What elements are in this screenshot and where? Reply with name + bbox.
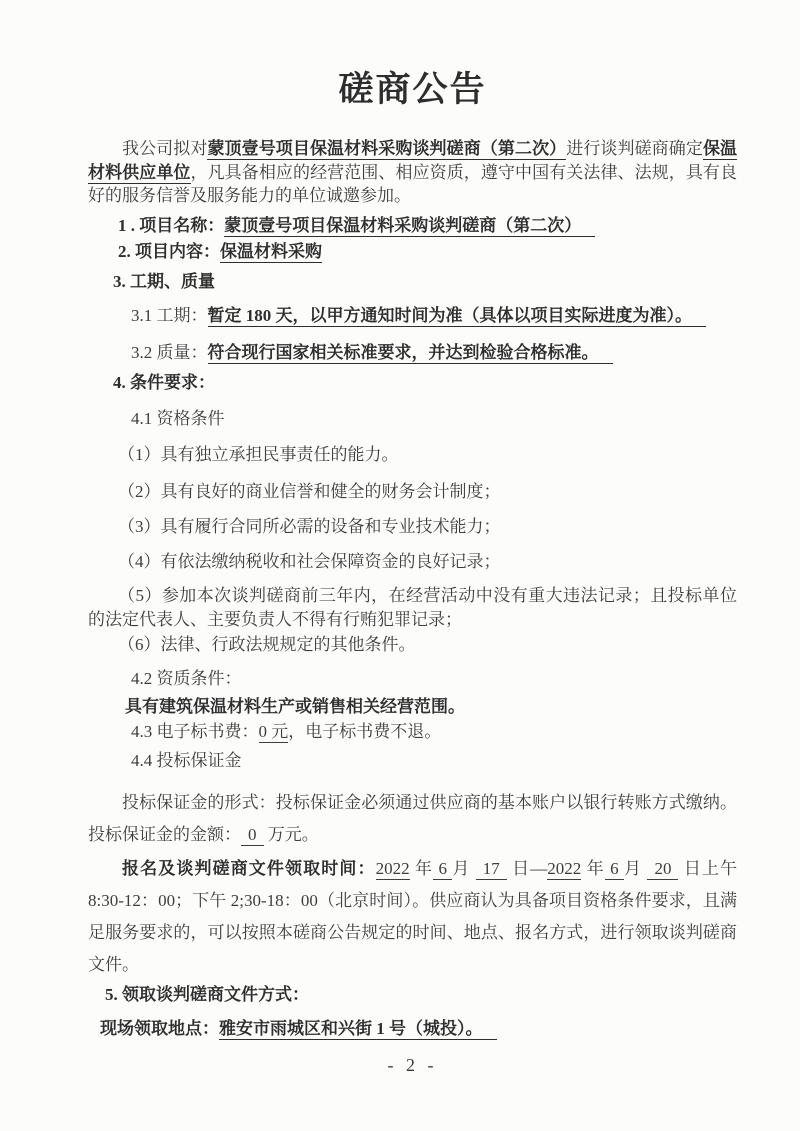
deposit-run-2: 万元。 bbox=[263, 825, 319, 844]
intro-run-2: 进行谈判磋商确定 bbox=[566, 139, 703, 158]
intro-paragraph bbox=[88, 137, 737, 208]
doc-title: 磋商公告 bbox=[338, 70, 487, 109]
aptitude-scope: 具有建筑保温材料生产或销售相关经营范围。 bbox=[125, 696, 465, 716]
registration-month-1: 6 bbox=[433, 858, 453, 878]
quality-value: 符合现行国家相关标准要求，并达到检验合格标准。 bbox=[208, 343, 613, 364]
deposit-run-1: 投标保证金的形式：投标保证金必须通过供应商的基本账户以银行转账方式缴纳。投标保证金的金额： bbox=[88, 792, 737, 844]
pickup-location-value: 雅安市雨城区和兴街 1 号（城投）。 bbox=[219, 1019, 497, 1040]
qualification-item: （6）法律、行政法规规定的其他条件。 bbox=[118, 634, 416, 654]
fee-label: 4.3 电子标书费： bbox=[131, 721, 259, 741]
quality-row bbox=[131, 341, 737, 365]
section-conditions-heading: 4. 条件要求： bbox=[113, 372, 215, 392]
qualification-item: （3）具有履行合同所必需的设备和专业技术能力； bbox=[118, 516, 501, 536]
pickup-method-heading: 5. 领取谈判磋商文件方式： bbox=[105, 984, 309, 1004]
project-name-row bbox=[118, 214, 737, 238]
intro-run-3: ，凡具备相应的经营范围、相应资质，遵守中国有关法律、法规，具有良好的服务信誉及服务能力的单位诚邀参加。 bbox=[88, 162, 738, 205]
duration-label: 3.1 工期： bbox=[131, 305, 208, 325]
registration-label: 报名及谈判磋商文件领取时间： bbox=[122, 858, 376, 878]
fee-row bbox=[131, 720, 737, 744]
registration-day-2: 20 bbox=[647, 859, 678, 880]
registration-month-2: 6 bbox=[604, 858, 624, 878]
registration-sep-3: 日— bbox=[506, 858, 548, 878]
deposit-heading: 4.4 投标保证金 bbox=[131, 750, 242, 770]
project-name-value: 蒙顶壹号项目保温材料采购谈判磋商（第二次） bbox=[224, 216, 595, 237]
deposit-amount: 0 bbox=[241, 825, 264, 846]
registration-year-1: 2022 bbox=[375, 858, 410, 878]
intro-project-name-underline: 蒙顶壹号项目保温材料采购谈判磋商（第二次） bbox=[207, 139, 567, 158]
quality-label: 3.2 质量： bbox=[131, 342, 208, 362]
registration-tail: 日上午 8:30-12：00；下午 2;30-18：00（北京时间）。供应商认为具备项目资格条件要求，且满足服务要求的，可以按照本磋商公告规定的时间、地点、报名方式，进行领取谈判磋商文件。 bbox=[88, 858, 738, 974]
registration-paragraph bbox=[88, 853, 737, 981]
registration-sep-1: 年 bbox=[409, 858, 434, 878]
intro-supplier-underline: 保温材料供应单位 bbox=[88, 139, 738, 182]
project-content-row bbox=[118, 240, 737, 264]
deposit-paragraph bbox=[88, 787, 737, 852]
intro-run-1: 我公司拟对 bbox=[122, 139, 208, 158]
qualification-heading: 4.1 资格条件 bbox=[131, 408, 225, 428]
registration-sep-5: 月 bbox=[624, 858, 648, 878]
registration-year-2: 2022 bbox=[547, 858, 582, 878]
aptitude-heading: 4.2 资质条件： bbox=[131, 668, 242, 688]
registration-sep-2: 月 bbox=[452, 858, 476, 878]
pickup-location-row bbox=[100, 1017, 737, 1041]
qualification-item: （1）具有独立承担民事责任的能力。 bbox=[118, 444, 399, 464]
project-name-label: 1 . 项目名称： bbox=[118, 215, 225, 235]
qualification-item: （2）具有良好的商业信誉和健全的财务会计制度； bbox=[118, 481, 501, 501]
duration-value: 暂定 180 天，以甲方通知时间为准（具体以项目实际进度为准）。 bbox=[208, 306, 707, 327]
duration-row bbox=[131, 304, 737, 328]
fee-value: 0 元 bbox=[258, 721, 289, 741]
pickup-location-label: 现场领取地点： bbox=[100, 1018, 219, 1038]
registration-sep-4: 年 bbox=[581, 858, 605, 878]
qualification-item: （5）参加本次谈判磋商前三年内，在经营活动中没有重大违法记录；且投标单位的法定代表人、主要负责人不得有行贿犯罪记录； bbox=[88, 585, 737, 629]
section-schedule-heading: 3. 工期、质量 bbox=[113, 271, 215, 291]
qualification-item: （4）有依法缴纳税收和社会保障资金的良好记录； bbox=[118, 551, 501, 571]
registration-day-1: 17 bbox=[476, 859, 507, 880]
page-number: - 2 - bbox=[387, 1054, 438, 1075]
fee-suffix: ，电子标书费不退。 bbox=[288, 721, 442, 741]
project-content-label: 2. 项目内容： bbox=[118, 241, 220, 261]
project-content-value: 保温材料采购 bbox=[220, 241, 322, 261]
